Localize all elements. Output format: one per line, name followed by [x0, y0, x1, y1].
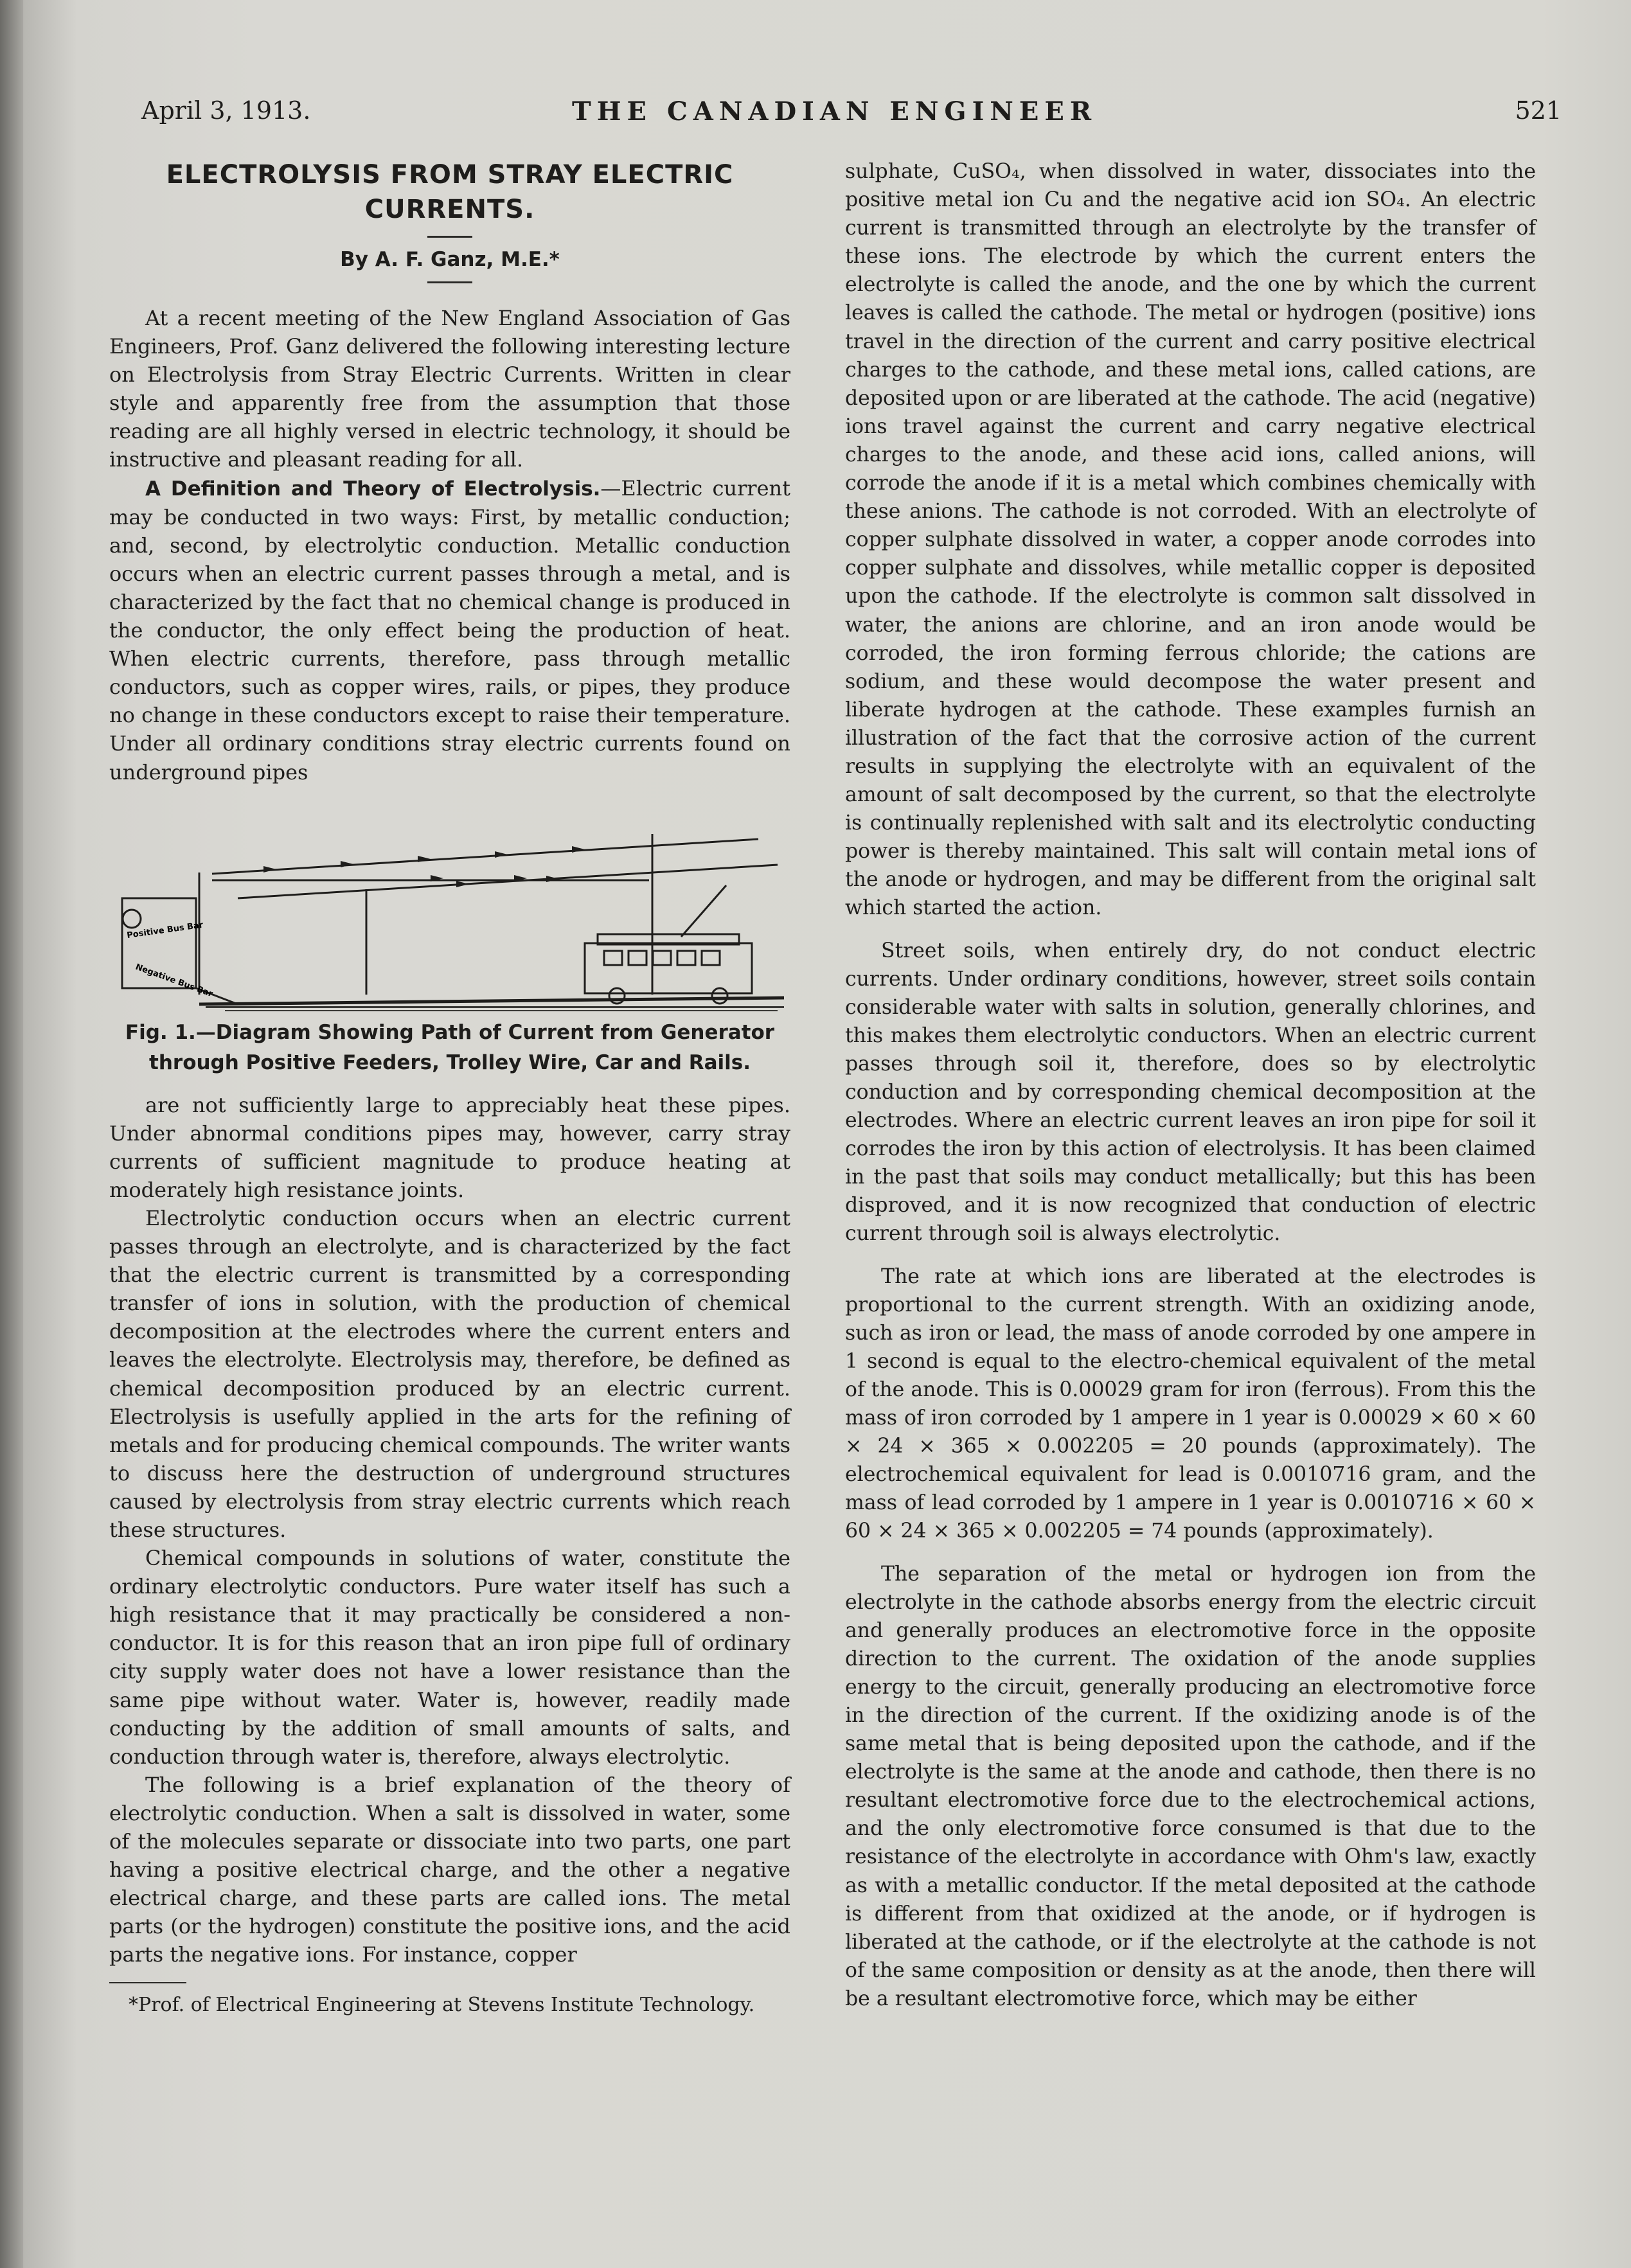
- journal-title: THE CANADIAN ENGINEER: [572, 96, 1098, 127]
- paragraph-heating: are not sufficiently large to appreciably heat these pipes. Under abnormal conditions pipes may, however, carry stray currents of sufficient magnitude to produce heating at moderately high resistance joints.: [109, 1092, 790, 1202]
- paragraph-rate-of-ions: The rate at which ions are liberated at the electrodes is proportional to the current strength. With an oxidizing anode, such as iron or lead, the mass of anode corroded by one ampere in 1 second is equal to the electro-chemical equivalent of the metal of the anode. This is 0.00029 gram for iron (ferrous). From this the mass of iron corroded by 1 ampere in 1 year is 0.00029 × 60 × 60 × 24 × 365 × 0.002205 = 20 pounds (approximately). The electrochemical equivalent for lead is 0.0010716 gram, and the mass of lead corroded by 1 ampere in 1 year is 0.0010716 × 60 × 60 × 24 × 365 × 0.002205 = 74 pounds (approximately).: [845, 1264, 1536, 1543]
- byline-rule: [427, 281, 472, 283]
- trolley-pole: [681, 885, 726, 937]
- page-number: 521: [1515, 96, 1562, 125]
- positive-feeder-wire: [212, 839, 758, 874]
- car-window: [604, 951, 622, 965]
- definition-text: —Electric current may be conducted in two ways: First, by metallic conduction; and, second, by electrolytic conduction. Metallic conduction occurs when an electric current passes through a metal, and is characterized by the fact that no chemical change is produced in the conductor, the only effect being the production of heat. When electric currents, therefore, pass through metallic conductors, such as copper wires, rails, or pipes, they produce no change in these conductors except to raise their temperature. Under all ordinary conditions stray electric currents found on underground pipes: [109, 475, 790, 784]
- title-rule: [427, 236, 472, 238]
- article-title-line2: CURRENTS.: [364, 195, 535, 224]
- section-heading: A Definition and Theory of Electrolysis.: [145, 477, 601, 501]
- car-wheel: [712, 988, 727, 1004]
- paragraph-ions: sulphate, CuSO₄, when dissolved in water, dissociates into the positive metal ion Cu and the negative acid ion SO₄. An electric current is transmitted through an electrolyte by the transfer of these ions. The electrode by which the current enters the electrolyte is called the anode, and the one by which the current leaves is called the cathode. The metal or hydrogen (positive) ions travel in the direction of the current and carry positive electrical charges to the cathode, and these metal ions, called cations, are deposited upon or are liberated at the cathode. The acid (negative) ions travel against the current and carry negative electrical charges to the anode, and these acid ions, called anions, will corrode the anode if it is a metal which combines chemically with these anions. The cathode is not corroded. With an electrolyte of copper sulphate dissolved in water, a copper anode corrodes into copper sulphate and dissolves, while metallic copper is deposited upon the cathode. If the electrolyte is common salt dissolved in water, the anions are chlorine, and an iron anode would be corroded, the iron forming ferrous chloride; the cations are sodium, and these would decompose the water present and liberate hydrogen at the cathode. These examples furnish an illustration of the fact that the corrosive action of the current results in supplying the electrolyte with an equivalent of the amount of salt decomposed by the current, so that the electrolyte is continually replenished with salt and its electrolytic conducting power is thereby maintained. This salt will contain metal ions of the anode or hydrogen, and may be different from the original salt which started the action.: [845, 160, 1536, 920]
- negative-bus-label: Negative Bus Bar: [134, 962, 214, 999]
- car-window: [628, 951, 646, 965]
- intro-paragraph: At a recent meeting of the New England Association of Gas Engineers, Prof. Ganz delivered the following interesting lecture on Electrolysis from Stray Electric Currents. Written in clear style and apparently free from the assumption that those reading are all highly versed in electric technology, it should be instructive and pleasant reading for all.: [109, 306, 790, 472]
- car-window: [677, 951, 695, 965]
- right-column: [845, 157, 1536, 2013]
- paragraph-chemical-compounds: Chemical compounds in solutions of water, constitute the ordinary electrolytic conductors. Pure water itself has such a high resistance that it may practically be considered a non-conductor. It is for this reason that an iron pipe full of ordinary city supply water does not have a lower resistance than the same pipe without water. Water is, however, readily made conducting by the addition of small amounts of salts, and conduction through water is, therefore, always electrolytic.: [109, 1546, 790, 1769]
- car-window: [702, 951, 720, 965]
- definition-paragraph: [109, 474, 790, 786]
- paragraph-separation: The separation of the metal or hydrogen ion from the electrolyte in the cathode absorbs energy from the electric circuit and generally produces an electromotive force in the opposite direction to the current. The oxidation of the anode supplies energy to the circuit, generally producing an electromotive force in the direction of the current. If the oxidizing anode is of the same metal that is being deposited upon the cathode, and if the electrolyte is the same at the anode and cathode, then there is no resultant electromotive force due to the electrochemical actions, and the only electromotive force consumed is that due to the resistance of the electrolyte in accordance with Ohm's law, exactly as with a metallic conductor. If the metal deposited at the cathode is different from that oxidized at the anode, or if hydrogen is liberated at the cathode, or if the electrolyte at the cathode is not of the same composition or density as at the anode, then there will be a resultant electromotive force, which may be either: [845, 1562, 1536, 2010]
- running-head: [141, 96, 1562, 135]
- figure-1-diagram: [109, 808, 790, 1014]
- footnote: *Prof. of Electrical Engineering at Stevens Institute Technology.: [129, 1993, 755, 2016]
- article-title-line1: ELECTROLYSIS FROM STRAY ELECTRIC: [166, 160, 734, 190]
- trolley-wire: [238, 865, 778, 898]
- footnote-rule: [109, 1982, 186, 1983]
- trolley-circuit-diagram: [109, 808, 790, 1014]
- issue-date: April 3, 1913.: [141, 96, 311, 125]
- left-column: [109, 157, 790, 2018]
- positive-bus-label: Positive Bus Bar: [126, 920, 204, 941]
- car-window: [653, 951, 671, 965]
- rails: [199, 998, 784, 1004]
- figure-caption: Fig. 1.—Diagram Showing Path of Current from Generator through Positive Feeders, Trolley Wire, Car and Rails.: [125, 1020, 775, 1074]
- book-spine-shadow: [0, 0, 23, 2268]
- byline: By A. F. Ganz, M.E.*: [340, 248, 560, 271]
- article-title: [109, 157, 790, 227]
- generator-icon: [123, 910, 141, 928]
- ground-hatching: [206, 1006, 784, 1011]
- paragraph-street-soils: Street soils, when entirely dry, do not conduct electric currents. Under ordinary conditions, however, street soils contain considerable water with salts in solution, generally chlorines, and this makes them electrolytic conductors. When an electric current passes through soil it, therefore, does so by electrolytic conduction and by corresponding chemical decomposition at the electrodes. Where an electric current leaves an iron pipe for soil it corrodes the iron by this action of electrolysis. It has been claimed in the past that soils may conduct metallically; but this has been disproved, and it is now recognized that conduction of electric current through soil is always electrolytic.: [845, 939, 1536, 1246]
- paragraph-theory: The following is a brief explanation of the theory of electrolytic conduction. When a salt is dissolved in water, some of the molecules separate or dissociate into two parts, one part having a positive electrical charge, and the other a negative electrical charge, and these parts are called ions. The metal parts (or the hydrogen) constitute the positive ions, and the acid parts the negative ions. For instance, copper: [109, 1772, 790, 1967]
- paragraph-electrolytic-conduction: Electrolytic conduction occurs when an electric current passes through an electrolyte, and is characterized by the fact that the electric current is transmitted by a corresponding transfer of ions in solution, with the production of chemical decomposition at the electrodes where the current enters and leaves the electrolyte. Electrolysis may, therefore, be defined as chemical decomposition produced by an electric current. Electrolysis is usefully applied in the arts for the refining of metals and for producing chemical compounds. The writer wants to discuss here the destruction of underground structures caused by electrolysis from stray electric currents which reach these structures.: [109, 1205, 790, 1542]
